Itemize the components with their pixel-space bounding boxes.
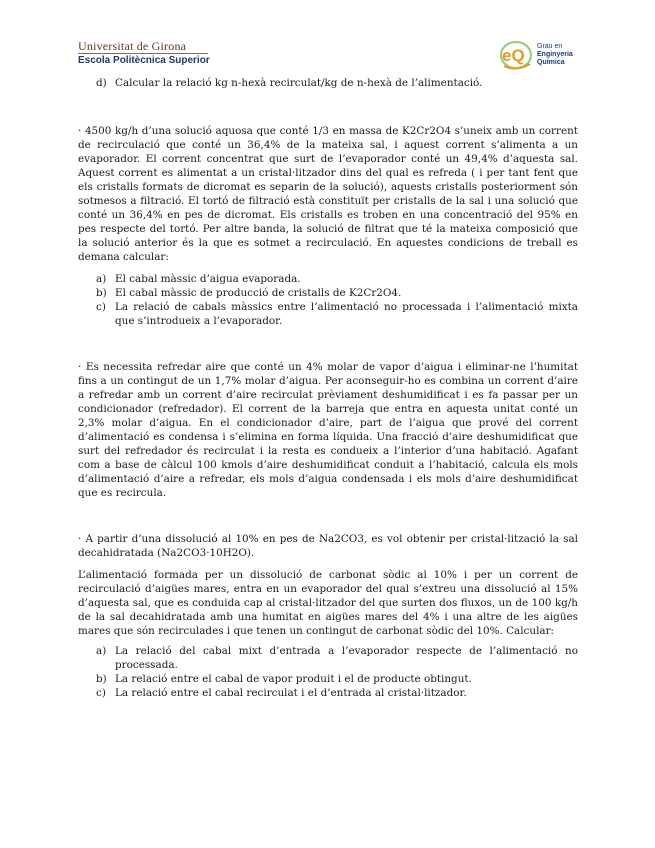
problem-1-questions (78, 272, 578, 328)
item-label: a) (96, 645, 107, 657)
list-item (78, 272, 578, 286)
problem-3-text: L’alimentació formada per un dissolució de carbonat sòdic al 10% i per un corrent de recirculació d’aigües mares, entra en un evaporador del qual s’extreu una dissolució al 15% d’aquesta sal, que es conduida cap al cristal·litzador del que surten dos fluxos, un de 100 kg/h de la sal decahidratada amb una humitat en aigües mares del 4% i una altre de les aigües mares que són recirculades i que tenen un contingut de carbonat sòdic del 10%. Calcular: (78, 569, 578, 637)
item-label: c) (96, 687, 106, 699)
item-label: b) (96, 287, 107, 299)
bullet: · (78, 533, 82, 545)
dept-line-2: Enginyeria (537, 51, 573, 58)
department-label (537, 43, 573, 67)
logo-letters: eQ (502, 46, 525, 65)
dept-line-3: Química (537, 59, 565, 66)
university-logo (78, 40, 210, 66)
problem-2-body: Es necessita refredar aire que conté un 4% molar de vapor d’aigua i eliminar-ne l’humitat fins a un contingut de un 1,7% molar d’aigua. Per aconseguir-ho es combina un corrent d’aire a refredar amb un corrent d’aire recirculat prèviament deshumidificat i es fa passar per un condicionador (refredador). El corrent de la barreja que entra en aquesta unitat conté un 2,3% molar d’aigua. En el condicionador d’aire, part de l’aigua que prové del corrent d’alimentació es condensa i s’elimina en forma líquida. Una fracció d’aire deshumidificat que surt del refredador és recirculat i la resta es condueix a l’interior d’una habitació. Agafant com a base de càlcul 100 kmols d’aire deshumidificat conduit a l’habitació, calcula els mols d’alimentació d’aire a refredar, els mols d’aigua condensada i els mols d’aire deshumidificat que es recircula. (78, 361, 578, 499)
problem-3-intro-text: A partir d’una dissolució al 10% en pes de Na2CO3, es vol obtenir per cristal·lització la sal decahidratada (Na2CO3·10H2O). (78, 533, 578, 559)
problem-3-intro (78, 532, 578, 560)
school-name: Escola Politècnica Superior (78, 55, 210, 66)
item-label: b) (96, 673, 107, 685)
list-item (78, 300, 578, 328)
list-item (78, 286, 578, 300)
problem-2-text (78, 360, 578, 500)
list-item (78, 686, 578, 700)
item-text: La relació de cabals màssics entre l’alimentació no processada i l’alimentació mixta que s’introdueix a l’evaporador. (115, 301, 578, 327)
item-text: El cabal màssic d’aigua evaporada. (115, 273, 301, 285)
item-text: El cabal màssic de producció de cristalls de K2Cr2O4. (115, 287, 402, 299)
document-body (78, 76, 578, 700)
top-item-list (78, 76, 578, 90)
dept-line-1: Grau en (537, 43, 563, 50)
problem-1-text (78, 124, 578, 264)
item-text: La relació entre el cabal de vapor produit i el de producte obtingut. (115, 673, 472, 685)
list-item (78, 76, 578, 90)
bullet: · (78, 125, 82, 137)
list-item (78, 672, 578, 686)
university-name: Universitat de Girona (78, 39, 187, 53)
problem-3-questions (78, 644, 578, 700)
item-text: Calcular la relació kg n-hexà recirculat/kg de n-hexà de l’alimentació. (115, 77, 483, 89)
problem-1-body: 4500 kg/h d’una solució aquosa que conté 1/3 en massa de K2Cr2O4 s’uneix amb un corrent de recirculació que conté un 36,4% de la mateixa sal, i aquest corrent s’alimenta a un evaporador. El corrent concentrat que surt de l’evaporador conté un 49,4% d’aquesta sal. Aquest corrent es alimentat a un cristal·litzador dins del qual es refreda ( i per tant fent que els cristalls formats de dicromat es separin de la solució), aquests cristalls posteriorment són sotmesos a filtració. El tortó de filtració està constituït per cristalls de la sal i una solució que conté un 36,4% en pes de dicromat. Els cristalls es troben en una concentració del 95% en pes respecte del tortó. Per altre banda, la solució de filtrat que té la mateixa composició que la solució anterior és la que es sotmet a recirculació. En aquestes condicions de treball es demana calcular: (78, 125, 578, 263)
bullet: · (78, 361, 82, 373)
item-text: La relació del cabal mixt d’entrada a l’evaporador respecte de l’alimentació no processada. (115, 645, 578, 671)
item-text: La relació entre el cabal recirculat i el d’entrada al cristal·litzador. (115, 687, 467, 699)
item-label: a) (96, 273, 107, 285)
university-divider (78, 53, 208, 54)
page-header (0, 0, 655, 80)
item-label: c) (96, 301, 106, 313)
list-item (78, 644, 578, 672)
item-label: d) (96, 77, 107, 89)
